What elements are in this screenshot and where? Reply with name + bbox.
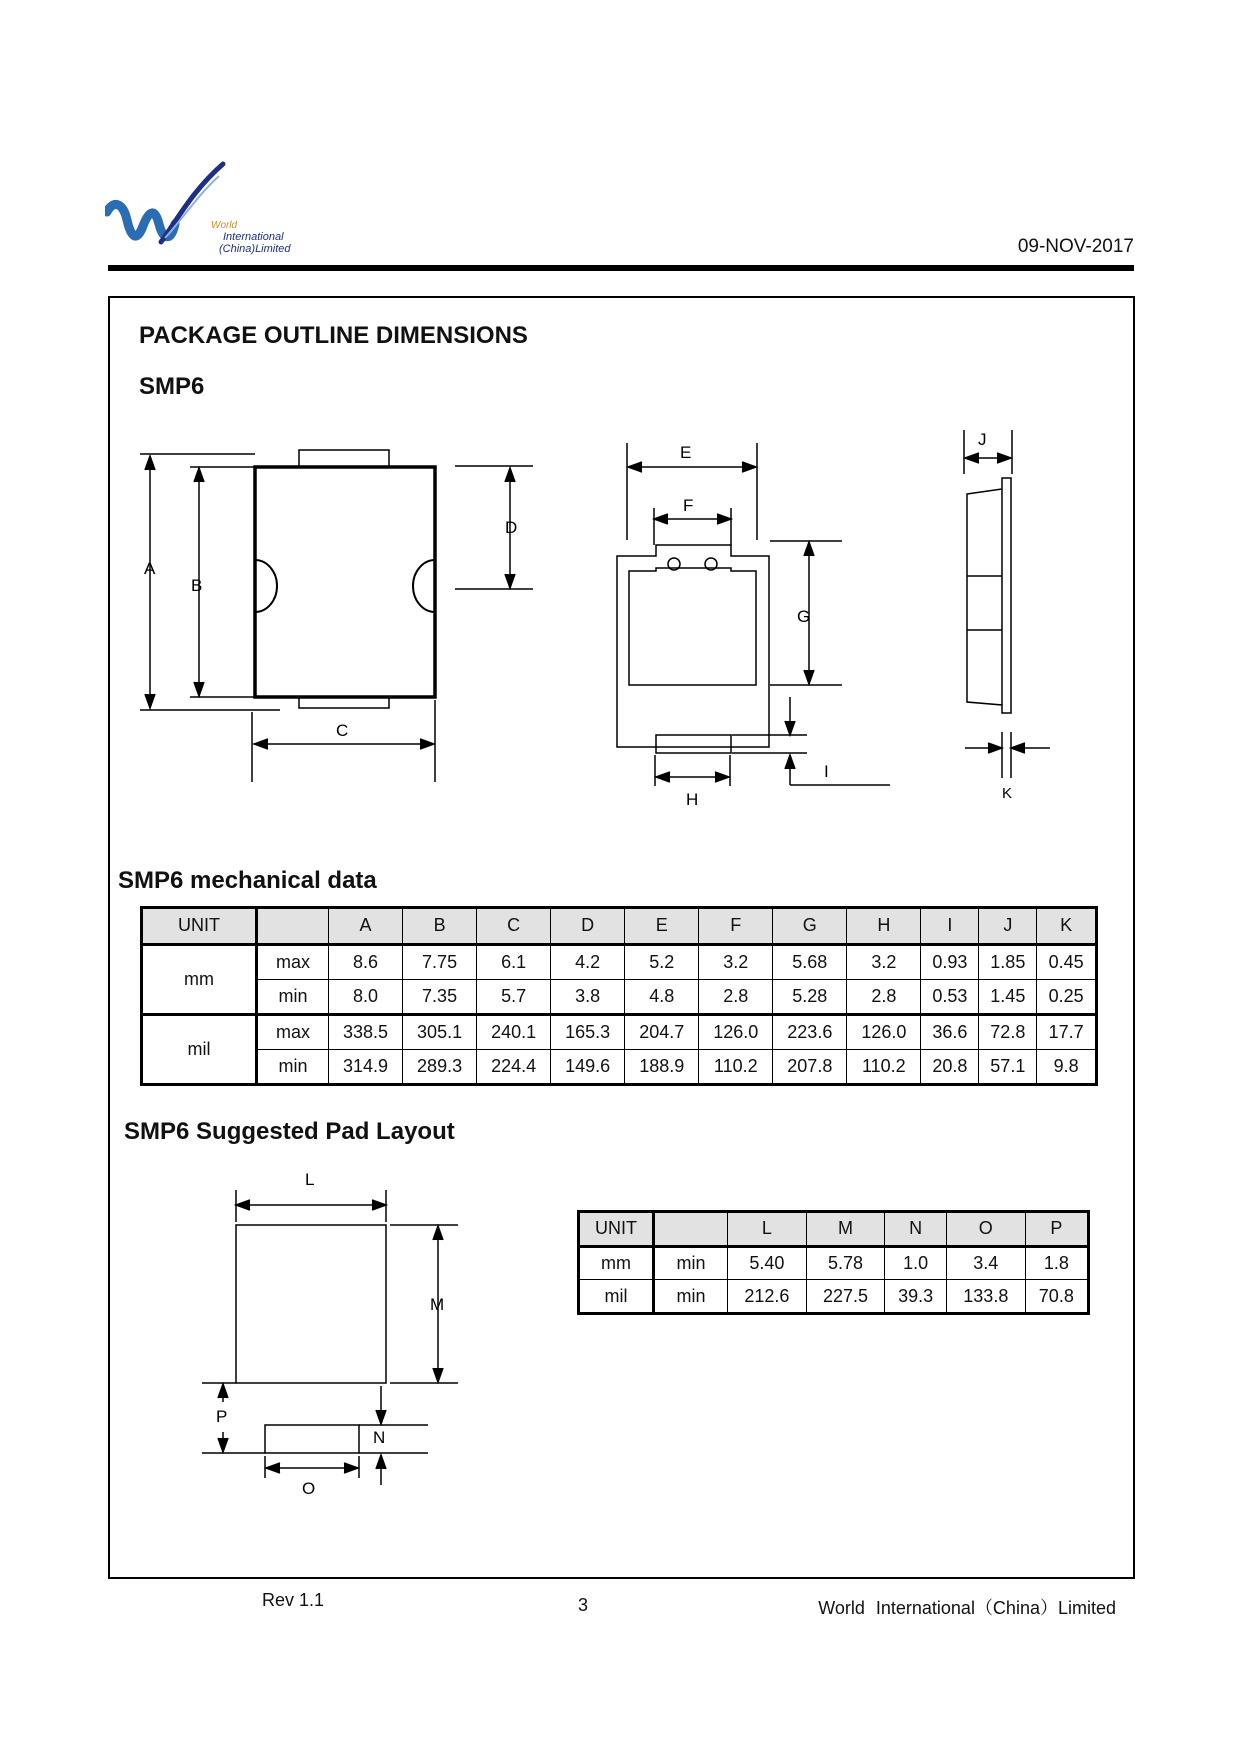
small-pad bbox=[265, 1425, 359, 1453]
unit-cell: mil bbox=[579, 1280, 654, 1314]
dimension-label-j: J bbox=[978, 430, 987, 449]
table-cell: 8.0 bbox=[329, 979, 403, 1014]
dimension-label-b: B bbox=[191, 576, 203, 595]
revision-label: Rev 1.1 bbox=[262, 1590, 325, 1610]
dimension-label-c: C bbox=[336, 721, 349, 740]
table-row bbox=[142, 979, 1097, 1014]
table-cell: 227.5 bbox=[806, 1280, 885, 1314]
column-header bbox=[257, 908, 329, 945]
package-outline-drawing bbox=[110, 415, 1130, 815]
pad-label-l: L bbox=[305, 1170, 315, 1189]
table-cell: 126.0 bbox=[699, 1014, 773, 1049]
dimension-label-e: E bbox=[680, 443, 692, 462]
unit-cell: mil bbox=[142, 1014, 257, 1084]
package-name: SMP6 bbox=[139, 373, 205, 400]
table-cell: 8.6 bbox=[329, 944, 403, 979]
column-header: UNIT bbox=[142, 908, 257, 945]
column-header: A bbox=[329, 908, 403, 945]
table-cell: 149.6 bbox=[551, 1049, 625, 1084]
table-cell: 212.6 bbox=[728, 1280, 807, 1314]
table-cell: 6.1 bbox=[477, 944, 551, 979]
dimension-label-g: G bbox=[797, 607, 811, 626]
table-cell: 110.2 bbox=[699, 1049, 773, 1084]
logo-text-international: International bbox=[223, 231, 284, 243]
table-cell: 0.93 bbox=[921, 944, 979, 979]
table-cell: 5.40 bbox=[728, 1246, 807, 1280]
column-header: C bbox=[477, 908, 551, 945]
logo-text-world: World bbox=[211, 220, 238, 231]
logo-text-china-limited: (China)Limited bbox=[219, 243, 291, 255]
column-header: K bbox=[1037, 908, 1097, 945]
table-row bbox=[579, 1246, 1089, 1280]
column-header bbox=[654, 1212, 728, 1247]
column-header: N bbox=[885, 1212, 947, 1247]
table-cell: 1.8 bbox=[1025, 1246, 1088, 1280]
row-label-cell: min bbox=[654, 1246, 728, 1280]
section-title: PACKAGE OUTLINE DIMENSIONS bbox=[139, 322, 528, 349]
table-cell: 7.75 bbox=[403, 944, 477, 979]
column-header: D bbox=[551, 908, 625, 945]
table-cell: 70.8 bbox=[1025, 1280, 1088, 1314]
table-row bbox=[142, 1049, 1097, 1084]
unit-cell: mm bbox=[142, 944, 257, 1014]
column-header: E bbox=[625, 908, 699, 945]
row-label-cell: min bbox=[257, 1049, 329, 1084]
table-cell: 57.1 bbox=[979, 1049, 1037, 1084]
table-cell: 204.7 bbox=[625, 1014, 699, 1049]
table-cell: 4.2 bbox=[551, 944, 625, 979]
table-cell: 240.1 bbox=[477, 1014, 551, 1049]
table-cell: 3.2 bbox=[699, 944, 773, 979]
table-cell: 110.2 bbox=[847, 1049, 921, 1084]
bottom-view-drawing bbox=[617, 443, 890, 786]
page-number: 3 bbox=[578, 1595, 589, 1615]
mechanical-data-title: SMP6 mechanical data bbox=[118, 867, 377, 894]
pad-label-p: P bbox=[216, 1407, 228, 1426]
table-cell: 0.53 bbox=[921, 979, 979, 1014]
column-header: G bbox=[773, 908, 847, 945]
logo-swoosh-icon bbox=[107, 204, 175, 236]
dimension-label-d: D bbox=[505, 518, 518, 537]
column-header: UNIT bbox=[579, 1212, 654, 1247]
table-cell: 5.28 bbox=[773, 979, 847, 1014]
table-header-row bbox=[579, 1212, 1089, 1247]
table-cell: 5.7 bbox=[477, 979, 551, 1014]
large-pad bbox=[236, 1225, 386, 1383]
dimension-label-i: I bbox=[824, 762, 829, 781]
table-cell: 224.4 bbox=[477, 1049, 551, 1084]
column-header: P bbox=[1025, 1212, 1088, 1247]
row-label-cell: max bbox=[257, 1014, 329, 1049]
table-row bbox=[142, 944, 1097, 979]
column-header: L bbox=[728, 1212, 807, 1247]
row-label-cell: min bbox=[257, 979, 329, 1014]
table-cell: 3.2 bbox=[847, 944, 921, 979]
table-cell: 5.78 bbox=[806, 1246, 885, 1280]
dimension-label-k: K bbox=[1002, 785, 1013, 802]
table-cell: 207.8 bbox=[773, 1049, 847, 1084]
dimension-label-a: A bbox=[144, 559, 156, 578]
dimension-label-f: F bbox=[683, 496, 694, 515]
table-cell: 0.25 bbox=[1037, 979, 1097, 1014]
table-cell: 17.7 bbox=[1037, 1014, 1097, 1049]
table-row bbox=[579, 1280, 1089, 1314]
pad-layout-title: SMP6 Suggested Pad Layout bbox=[124, 1118, 455, 1145]
company-logo bbox=[105, 160, 320, 265]
table-cell: 3.4 bbox=[946, 1246, 1025, 1280]
table-cell: 1.0 bbox=[885, 1246, 947, 1280]
table-cell: 0.45 bbox=[1037, 944, 1097, 979]
table-cell: 305.1 bbox=[403, 1014, 477, 1049]
table-cell: 314.9 bbox=[329, 1049, 403, 1084]
unit-cell: mm bbox=[579, 1246, 654, 1280]
table-cell: 165.3 bbox=[551, 1014, 625, 1049]
table-cell: 1.45 bbox=[979, 979, 1037, 1014]
column-header: O bbox=[946, 1212, 1025, 1247]
company-name: World International（China）Limited bbox=[818, 1598, 1116, 1618]
pad-label-n: N bbox=[373, 1428, 386, 1447]
table-row bbox=[142, 1014, 1097, 1049]
pad-layout-drawing bbox=[195, 1160, 475, 1500]
table-cell: 72.8 bbox=[979, 1014, 1037, 1049]
table-cell: 3.8 bbox=[551, 979, 625, 1014]
table-cell: 5.68 bbox=[773, 944, 847, 979]
side-view-drawing bbox=[964, 430, 1050, 778]
table-cell: 36.6 bbox=[921, 1014, 979, 1049]
mechanical-data-table bbox=[140, 906, 1098, 1086]
table-header-row bbox=[142, 908, 1097, 945]
dimension-label-h: H bbox=[686, 790, 699, 809]
table-cell: 126.0 bbox=[847, 1014, 921, 1049]
table-cell: 289.3 bbox=[403, 1049, 477, 1084]
table-cell: 4.8 bbox=[625, 979, 699, 1014]
column-header: I bbox=[921, 908, 979, 945]
table-cell: 5.2 bbox=[625, 944, 699, 979]
table-cell: 20.8 bbox=[921, 1049, 979, 1084]
column-header: F bbox=[699, 908, 773, 945]
table-cell: 1.85 bbox=[979, 944, 1037, 979]
table-cell: 39.3 bbox=[885, 1280, 947, 1314]
document-date: 09-NOV-2017 bbox=[1017, 236, 1134, 257]
table-cell: 188.9 bbox=[625, 1049, 699, 1084]
table-cell: 2.8 bbox=[699, 979, 773, 1014]
table-cell: 133.8 bbox=[946, 1280, 1025, 1314]
row-label-cell: min bbox=[654, 1280, 728, 1314]
pad-label-m: M bbox=[430, 1295, 445, 1314]
pad-label-o: O bbox=[302, 1479, 316, 1498]
table-cell: 7.35 bbox=[403, 979, 477, 1014]
row-label-cell: max bbox=[257, 944, 329, 979]
table-cell: 223.6 bbox=[773, 1014, 847, 1049]
header-divider bbox=[108, 265, 1134, 271]
column-header: B bbox=[403, 908, 477, 945]
column-header: M bbox=[806, 1212, 885, 1247]
table-cell: 2.8 bbox=[847, 979, 921, 1014]
column-header: H bbox=[847, 908, 921, 945]
pad-layout-table bbox=[577, 1210, 1090, 1315]
column-header: J bbox=[979, 908, 1037, 945]
table-cell: 338.5 bbox=[329, 1014, 403, 1049]
table-cell: 9.8 bbox=[1037, 1049, 1097, 1084]
